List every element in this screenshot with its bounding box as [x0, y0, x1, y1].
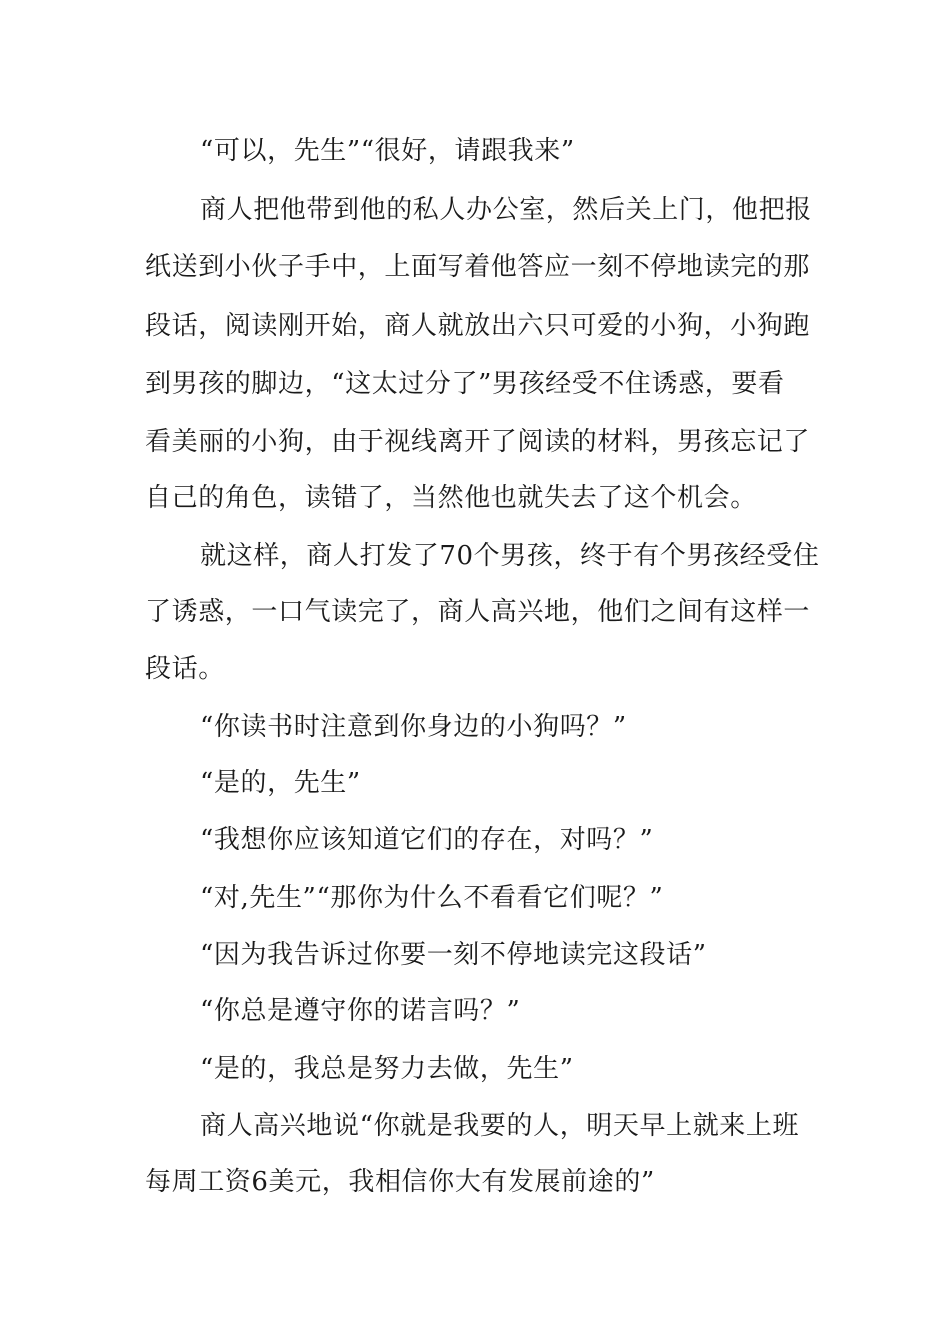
- dialogue-line: “对,先生”“那你为什么不看看它们呢？”: [200, 883, 664, 913]
- paragraph-line: 看美丽的小狗，由于视线离开了阅读的材料，男孩忘记了: [145, 427, 811, 457]
- dialogue-line: “是的，先生”: [200, 768, 361, 798]
- dialogue-line: “可以，先生”“很好，请跟我来”: [200, 136, 575, 166]
- dialogue-line: “我想你应该知道它们的存在，对吗？”: [200, 825, 654, 855]
- dialogue-line: “你读书时注意到你身边的小狗吗？”: [200, 712, 627, 742]
- paragraph-line: 商人高兴地说“你就是我要的人，明天早上就来上班: [200, 1111, 800, 1141]
- dialogue-line: “你总是遵守你的诺言吗？”: [200, 996, 521, 1026]
- paragraph-line: 商人把他带到他的私人办公室，然后关上门，他把报: [200, 195, 812, 225]
- paragraph-line: 到男孩的脚边，“这太过分了”男孩经受不住诱惑，要看: [145, 369, 785, 399]
- dialogue-line: “因为我告诉过你要一刻不停地读完这段话”: [200, 940, 707, 970]
- paragraph-line: 了诱惑，一口气读完了，商人高兴地，他们之间有这样一: [145, 597, 811, 627]
- paragraph-line: 每周工资6美元，我相信你大有发展前途的”: [145, 1167, 655, 1197]
- paragraph-line: 段话。: [145, 654, 225, 684]
- paragraph-line: 纸送到小伙子手中，上面写着他答应一刻不停地读完的那: [145, 252, 811, 282]
- paragraph-line: 就这样，商人打发了70个男孩，终于有个男孩经受住: [200, 541, 820, 571]
- dialogue-line: “是的，我总是努力去做，先生”: [200, 1054, 574, 1084]
- paragraph-line: 段话，阅读刚开始，商人就放出六只可爱的小狗，小狗跑: [145, 311, 811, 341]
- paragraph-line: 自己的角色，读错了，当然他也就失去了这个机会。: [145, 483, 757, 513]
